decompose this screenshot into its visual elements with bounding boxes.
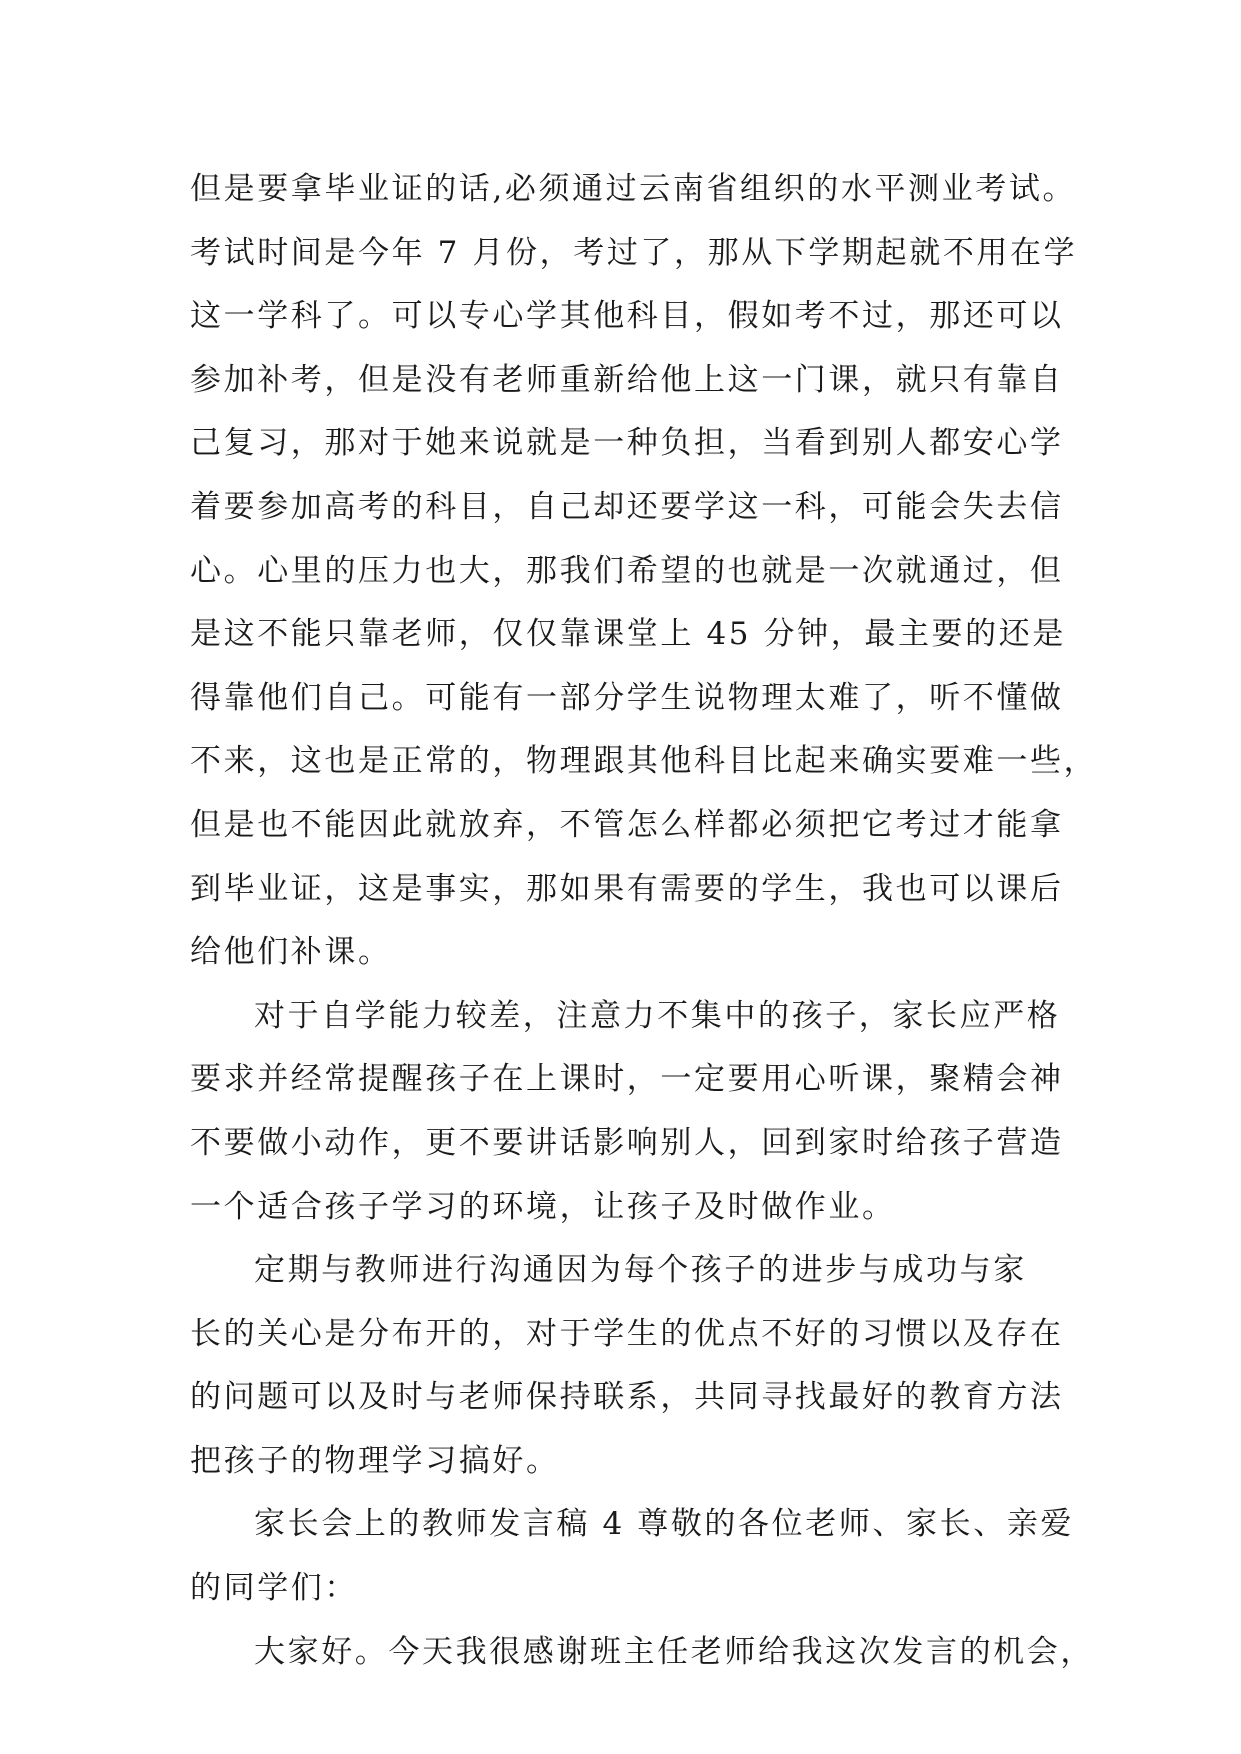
text-line: 定期与教师进行沟通因为每个孩子的进步与成功与家 xyxy=(254,1252,1027,1289)
text-line: 考试时间是今年 7 月份，考过了，那从下学期起就不用在学 xyxy=(190,234,1078,271)
text-line: 心。心里的压力也大，那我们希望的也就是一次就通过，但 xyxy=(190,552,1064,589)
text-line: 长的关心是分布开的，对于学生的优点不好的习惯以及存在 xyxy=(190,1315,1064,1352)
text-line: 不要做小动作，更不要讲话影响别人，回到家时给孩子营造 xyxy=(190,1124,1064,1161)
text-line: 一个适合孩子学习的环境，让孩子及时做作业。 xyxy=(190,1188,896,1225)
text-line: 大家好。今天我很感谢班主任老师给我这次发言的机会， xyxy=(254,1633,1094,1670)
text-line: 到毕业证，这是事实，那如果有需要的学生，我也可以课后 xyxy=(190,870,1064,907)
text-line: 的问题可以及时与老师保持联系，共同寻找最好的教育方法 xyxy=(190,1379,1064,1416)
text-line: 家长会上的教师发言稿 4 尊敬的各位老师、家长、亲爱 xyxy=(254,1506,1075,1543)
document-body xyxy=(190,158,1098,1684)
text-line: 这一学科了。可以专心学其他科目，假如考不过，那还可以 xyxy=(190,298,1064,335)
text-line: 对于自学能力较差，注意力不集中的孩子，家长应严格 xyxy=(254,997,1061,1034)
text-line: 不来，这也是正常的，物理跟其他科目比起来确实要难一些， xyxy=(190,743,1098,780)
text-line: 但是要拿毕业证的话,必须通过云南省组织的水平测业考试。 xyxy=(190,171,1077,207)
text-line: 但是也不能因此就放弃，不管怎么样都必须把它考过才能拿 xyxy=(190,806,1064,843)
text-line: 给他们补课。 xyxy=(190,934,392,971)
text-line: 参加补考，但是没有老师重新给他上这一门课，就只有靠自 xyxy=(190,361,1064,398)
text-line: 是这不能只靠老师，仅仅靠课堂上 45 分钟，最主要的还是 xyxy=(190,616,1066,653)
text-line: 己复习，那对于她来说就是一种负担，当看到别人都安心学 xyxy=(190,425,1064,462)
text-line: 要求并经常提醒孩子在上课时，一定要用心听课，聚精会神 xyxy=(190,1061,1064,1098)
text-line: 把孩子的物理学习搞好。 xyxy=(190,1442,560,1479)
text-line: 得靠他们自己。可能有一部分学生说物理太难了，听不懂做 xyxy=(190,679,1064,716)
text-line: 着要参加高考的科目，自己却还要学这一科，可能会失去信 xyxy=(190,488,1064,525)
text-line: 的同学们： xyxy=(190,1570,358,1607)
